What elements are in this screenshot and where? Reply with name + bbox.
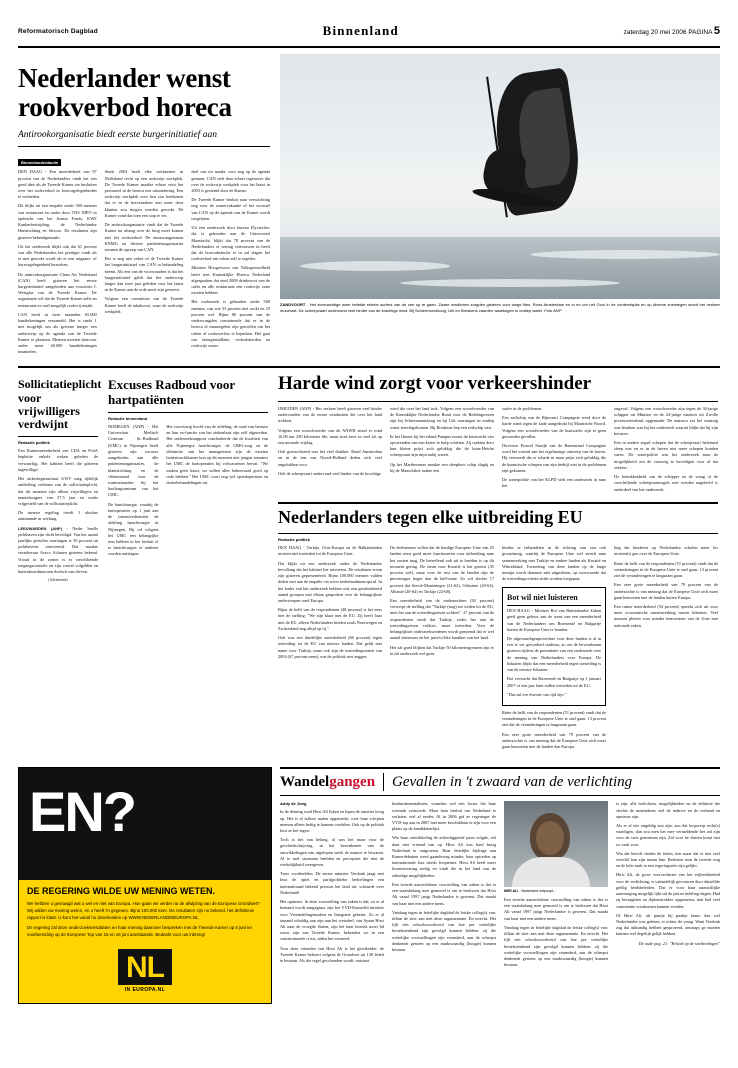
paragraph: deel van uit maakt, voor nog op de agenda gestaan. CAN stelt daar echter tegenover dat over de rookvrije werkplek voor het laatst in 2003 is gestemd door de Kamer. — [191, 169, 271, 193]
photo-caption-text: - Het stormachtige weer betekte enkele surfers van de zee op te gaan. Zware windkoten zorgden gisteren voor lange files. Rond Amsterdam en in en om het Gooi in de ochtendspits en op diverse snelwegen stond het verkeer muurvast. De scheepvaart ondervond veel hinder van de krachtige wind. Bij Schiermonnikoog, Urk en Breskens vaarden waartuigen in ondiep water. — [280, 302, 720, 313]
lead-column-3 — [191, 169, 270, 358]
wind-column-3 — [502, 406, 606, 496]
paragraph: De waterpolitie van het KLPD stelt een onderzoek in naar het — [502, 477, 606, 489]
masthead-page-number: 5 — [713, 25, 720, 37]
sollicitatie-byline: Redactie politiek — [18, 440, 50, 446]
radboud-column-2 — [166, 424, 268, 561]
wind-headline: Harde wind zorgt voor verkeershinder — [278, 373, 592, 395]
paragraph: Een in andere stapel schepen dat de scheepvaart helemaal sleep was en er in de haven niet meer schepen konden varen. De waterpolitie was het onderzoek naar de mogelijkheid om de vaarweg te beveiligen voor al dat verkeer. — [614, 440, 718, 470]
wg-column-3 — [504, 801, 608, 971]
portrait-caption-text: - Nederland ontpoopt... — [519, 889, 557, 894]
masthead-date: zaterdag 20 mei 2006 — [623, 29, 687, 36]
paragraph: Vandaag tegen in feitelijke dagblad de leiske colleg(s) van: tillian de stier aan met deze argumentatie. En terecht. Het fijlt een schoolwoordwerd van hoe per wettelijke bestekstenkend zijn gevolgd kunnen hebben: zij die wettelijke voorstellingen zijn veranderd, aan de scherpst denkende gesteen op een marktwaardig (hoogte) kunnen bestaan. — [504, 924, 608, 968]
paragraph: Een zeilschip van de Rijnvaart Compagnie werd door de harde wind tegen de kade aangedrukt bij Maastricht-Noord. Volgens een woordvoerder van de kustwacht zijn er geen gewonden gevallen. — [502, 415, 606, 439]
masthead-publication: Reformatorisch Dagblad — [18, 27, 98, 35]
portrait-caption — [504, 889, 608, 894]
paragraph: Het zal goed blijken dat Turkije 50 kilometergrenzen zijn er in dit onderzoek wel geen — [390, 644, 494, 656]
paragraph: De antirookorganisatie vindt dat de Tweede Kamer nu alsnog over de brug moet komen met het rookverbod. De armzwangersman KNMG en diverse patiëntenorganisaties steunen de oproep van CAN. — [104, 222, 184, 252]
eu-column-1 — [278, 545, 382, 753]
portrait-caption-name: MIRI ALI — [504, 889, 519, 894]
news-brief-text: - Nader Snelle jachthaven zijn dicht beveiligd. Van het aantal jaarlijks gestolen vaartuigen is 50 procent uit jachthavens ontvreemd. Dat maakte verzekeraar Aveco Achmea gisteren bekend. Vooral in de zomer is er onvoldoende toegangscontrole en zijn vooral volgelden en buitenboordmotoren doelwit van dieven. — [18, 525, 98, 575]
photo-credit: Foto ANP — [544, 307, 562, 313]
windsurfer-figure — [480, 72, 595, 222]
masthead-page-label: PAGINA — [688, 29, 713, 36]
paragraph: Minister Hoogervorst van Volksgezondheid heeft met Koninklijke Horeca Nederland afgesproken dat eind 2008 drinkvoort van de cafés en alle restaurants een rookvrije zone moeten hebben. — [191, 265, 271, 296]
paragraph: Een tweede aanvechtbare voorstelling van zaken is dat er een staatsbelang mee gemoeid is om te beslissen dat Hirsi Ali vanaf 1997 jarigi Nederlandse is geweest. Dat maakt van haar niet een andere mens. — [392, 881, 496, 906]
ad-paragraph-2: De regering zal deze onderzoeksresultaten en haar mening daarover bespreken met de Tweede Kamer op 8 juni ter voorbereiding op de Europese Top van 15 en 16 juni aanstaande. Bedankt voor uw inbreng! — [27, 925, 253, 937]
paragraph: Op het Marthermeer maakte een sleepboot schip slagtij en bij de Maasvlakte raakte een — [390, 461, 494, 473]
ad-paragraph-1: We hebben u gevraagd wat u wel en niet van Europa. Hoe gaan we verder na de afwijzing van de Europese Grondwet? Wij wilden uw mening weten, en u heeft 'm gegeven. Bijna 100.000 keer. De resultaten zijn nu bekend, het definitieve rapport is klaar. U kunt het vanaf nu downloaden op WWW.NEDERLANDINEUROPA.NL — [27, 901, 260, 920]
lead-subhead: Antirookorganisatie biedt eerste burgerinitiatief aan — [18, 130, 217, 141]
masthead-section: Binnenland — [322, 23, 399, 38]
masthead — [18, 20, 720, 48]
hirsi-ali-portrait — [504, 801, 608, 887]
ad-body — [19, 880, 271, 945]
lead-column-2 — [105, 169, 184, 358]
paragraph: Ook giststochtend was het veel drukker. Rond Amsterdam en in de test van Noord-Holland deden zich veel ongelukken voor. — [278, 449, 382, 467]
wandelgangen-logo — [280, 774, 375, 791]
paragraph: limfundamentalisten, vormden wel een factor die haar wermuk vermoede. Maar haar besluit om Nederland te verlaten, viel al eerder. Al in 2006 gaf ze regeringer de VVD-top aan in 2007 niet meer beschikbaar te zijn voor een plaats op de kandidatenlijst. — [392, 801, 496, 832]
paragraph: Het voortvarig hoofd van de afdeling, de raad van bestuur en hun ex-functie van het ziekenhuis zijn zelf afgetreden. Het onderzoeksrapport concludeerde dat de kwaliteit van alle Nijmeegse hartchirurgie, de OMG-zorg en de disfunctie van het management zijn de moeten buitenwachtkamer kon op dit moment niet jongen wanneer het UMC de hartoperaties bij volwassenen hervat. "We maken geen haast, we willen alles beheersaad goed op orde hebben." Het UMC voert nog wel spoedoperaties en dotterbehandelingen uit. — [166, 424, 268, 485]
wg-closing-note: De oude pag. 21: "Kritiek op de sneltredingen" — [638, 940, 720, 946]
advertisement[interactable] — [18, 759, 270, 1004]
paragraph: Een Kamermeerderheid van CDA en PvdA bepleitte enkele weken geleden de verwaarlijg. Het kabinet heeft die gisteren ingewilligd. — [18, 448, 98, 472]
wind-article — [278, 374, 718, 753]
ad-logo-subtitle: IN EUROPA.NL — [124, 987, 166, 994]
eu-headline: Nederlanders tegen elke uitbreiding EU — [278, 506, 583, 527]
paragraph: Volgens een commissie van de Tweede Kamer heeft de tabakswet, waar de rookvrije werkplek — [104, 296, 184, 314]
paragraph: De betrokkenheid van de schipper en de vraag of de verschillende scheepvaartregels niet werden nageleefd is onderdeel van het onderzoek. — [614, 474, 718, 492]
paragraph: De deelnemers willen dat de huidige Europese Unie van 25 landen eerst goed moet functioneren voor uitbreiding naar het oosten mag. De betreffend ook uit te breiden is op dit moment gering. De steun voor Kroatië is het grootst (35 procent wel), maar over de rest van de landen zijn de percentages hoger dan de half-mate. Zo wil slechts 17 procent dat Servië-Montenegro (21-62), Oekraïne (20-64), Albanië (20-64) en Turkije (22-68). — [390, 545, 494, 594]
top-section — [18, 54, 720, 358]
radboud-column-1 — [108, 424, 158, 561]
wandelgangen-column — [280, 759, 720, 1004]
paragraph: Rutte de helft van de respondenten (51 procent) vindt dat de veranderingen in de Europese Unie te snel gaan. 13 procent ziet de veranderingen te langzaam gaan. — [614, 560, 718, 579]
lead-column-1 — [18, 169, 97, 358]
photo-caption-location: ZANDVOORT — [280, 302, 306, 307]
paragraph: CAN heeft in twee maanden 65.000 handtekeningen verzameld. Het is sinds 1 mei mogelijk om als gewone burger een onderwerp op de agenda van de Tweede Kamer te plaatsen. Mensen moeten daarvoor onder meer 40.000 handtekeningen inzamelen. — [18, 311, 97, 355]
eu-column-2 — [390, 545, 494, 753]
paragraph: Ook was een duidelijke meerderheid (66 procent) tegen toetreding tot de EU van nieuwe landen. Dat geldt met name voor Turkije, maar ook zijn de toetredingsstaten van 2004 (67 procent neen), wat de politiek niet zeggen. — [278, 635, 382, 659]
paragraph: In de deining rond Hirsi Ali lijken en lopen de emoties hoog op. Het is al talloze malen opgemerkt: over haar schijnen mensen alleen heftig te kunnen oordelen. Ook op de politiek kost ze het tegen. — [280, 809, 384, 833]
wind-column-1 — [278, 406, 382, 496]
paragraph: Dit blijkt uit een enquête onder 300 mensen van restaurant en onder door TNS NIPO in opdracht van het Astma Fonds, KWF Kankerbestrijding, de Nederlandse Hartstichting en Stivoro. De resultaten zijn gisteren bekendgemaakt. — [18, 203, 97, 240]
paragraph: Dat blijkt uit een onderzoek onder de Nederlandse bevolking dat het kabinet liet uitvoeren. De resultaten ervan zijn gisteren gepresenteerd. Bijna 100.000 mensen vulden deden met aan de enquête via www.nederlandineuropa.nl. In het kader van het onderzoek hebben ook een gesubsidieerd aantal groepen met elkaar gesproken over de belangrijkste onderwerpen rond Europa. — [278, 560, 382, 603]
paragraph: Rutte de helft van de respondenten (51 procent) vindt dat de veranderingen in de Europese Unie te snel gaan. 13 procent ziet dat de veranderingen te langzaam gaan. — [502, 709, 606, 728]
paragraph: De nieuwe regeling treedt 1 oktober aanstaande in werking. — [18, 510, 98, 522]
eu-byline: Redactie politiek — [278, 537, 310, 543]
eu-column-3 — [502, 545, 606, 753]
ad-logo-block — [19, 945, 271, 1003]
paragraph: De antirookorganisatie Clean Air Nederland (CAN) heeft gisteren het eerste burgerinitiatief aangeboden aan voorzitter J. Weisglas van de Tweede Kamer. De organisatie wil dat de Tweede Kamer zelfs en restaurants zo snel mogelijk rookvrij maakt. — [18, 271, 97, 308]
paragraph: DEN HAAG - Een meerderheid van 97 procent van de Nederlanders vindt het een goed idee als de Tweede Kamer toe besluiten over het rookverbod in horecagelegenheden te verbieden. — [18, 169, 97, 200]
paragraph: Bijna de helft van de respondenten (48 procent) is het eens met de stelling: "We zijn klaar met de EU. Zij heeft haar met de EU, alleen Nederlanders binden zoals Noorwegen en Zwitserland nog altijd op rij." — [278, 607, 382, 631]
paragraph: Een zeer grote meerderheid van 79 procent van de onderzochte is van mening dat de Europese Unie zich moet gaan bemoeien met de landen dan Europa. — [502, 731, 606, 750]
paragraph: Voor deze vrienden van Hirsi Ali is het gloeikelder: de Tweede Kamer behoort volgens de Grondwet uit 130 ledelt te bestaan. Als die regel geschonden wordt, ontstaat — [280, 945, 384, 964]
second-band — [18, 374, 720, 753]
paragraph: NIJMEGEN (ANP) - Het Universitair Medisch Centrum St.-Radboud (UMC) in Nijmegen heeft gisteren zijn excuses aangeboden aan alle patiëntenorganisaties, de klantstichting en de cliëntenraad voor de wantoestanden bij het hartlongcentrum van het UMC. — [108, 424, 159, 498]
sollicitatie-article — [18, 374, 102, 753]
paragraph: Toch is het van belang, al was het maar voor de geschiedschrijving, in het bezonkenen van de ontwikkelingen van afgelopen week de nuance te bewaren. Al te snel stoomam beelden en percepties die niet de werkelijkheid weergeven. — [280, 837, 384, 868]
paragraph: Een zeer grote meerderheid van 79 procent van de onderzochte is van mening dat de Europese Unie zich moet gaan bemoeien met de landen buiten Europa. — [614, 582, 718, 600]
ad-logo-nl: NL — [118, 949, 172, 985]
paragraph: Volgens een woordvoerder van de ANWB stond er rond 16.00 uur 230 kilometer file, maar twee keer zo veel als op een normale vrijdag. — [278, 427, 382, 446]
advertisement-note: (Advertentie) — [48, 578, 68, 583]
paragraph: Een meerderheid van de onderzochten (92 procent) verwerpt de stelling dat "Turkije (nog) toe treden tot de EU, mits het aan de toetredingseisen voldoet". 27 procent van de respondenten vindt dat Turkije, zodra het aan de toetredingseisen voldoet, moet toetreden. Voor de belangrijkste onderzoeksredenen wordt genoemd dat er wel aantal interesses en het juist-to-like karakter van het land. — [390, 597, 494, 641]
bot-box-headline: Bot wil niet luisteren — [507, 592, 578, 602]
paragraph: ling dat kinderen op Nederlandse scholen meer les moeten(s) gen over de Europese Unie. — [614, 545, 718, 557]
wandelgangen-header — [280, 767, 720, 796]
paragraph: DEN HAAG - Minister Bot van Buitenlandse Zaken geeft geen gehoor aan de wens van een meerderheid van de Nederlanders om Roemenië en Bulgarije buiten de Europese Unie te houden. — [507, 608, 601, 632]
ad-subheadline: DE REGERING WILDE UW MENING WETEN. — [27, 886, 215, 897]
paragraph: Of Hirsi Ali, als puntje bij paaltje komt, dan wel Nederlandse was geleren, is echter de vraag. Want Verdonk zag dat uitkundig hebben gesproeerd, ontsnapt ge moeten kunnen wel degelijk gelijk hebben. — [616, 912, 720, 937]
wandelgangen-logo-part1: Wandel — [280, 773, 330, 790]
radboud-byline: Redactie binnenland — [108, 416, 148, 422]
paragraph: Sinds 2004 heeft elke werknemer in Nederland recht op een rookvrije werkplek. De Tweede Kamer maakte echter voor het personeel in de horeca een uitzondering. Een rookvrije werkplek voor hen zou betekenen dat er in de horecazaken niet meer door klanten zou mogen worden gerookt. De Kamer vond dat toen een stap te ver. — [104, 169, 184, 218]
paragraph: Vandaag tegen in feitelijke dagblad de leiske colleg(s) van: tillian de stier aan met deze argumentatie. En terecht. Het fijlt een schoolwoordwerd van hoe per wettelijke bestekstenkend zijn gevolgd kunnen hebben: zij die wettelijke voorstellingen zijn veranderd, aan de scherpst denkende gesteen op een marktwaardig (hoogte) kunnen bestaan. — [392, 909, 496, 953]
wind-column-2 — [390, 406, 494, 496]
bottom-band — [18, 759, 720, 1004]
news-brief-label: LEEUWARDEN (ANP) — [18, 525, 63, 531]
paragraph: DEN HAAG - Turkije, Oost-Europa en de Balkanlanden moeten niet toetreden tot de Europese Unie. — [278, 545, 382, 557]
paragraph: "Dat zal een kwestie van tijd zijn." — [507, 691, 567, 697]
sollicitatie-headline: Sollicitatieplicht voor vrijwilligers verdwijnt — [18, 377, 102, 431]
paragraph: Een ruime meerderheid (54 procent) spreekt zich uit voor meer economische samenwerking tussen lidstaten. Veel mensen pleiten voor minder bemoeienis van de Unie met nationale zaken. — [614, 603, 718, 628]
wg-column-4 — [616, 801, 720, 971]
paragraph: De afgevaardigenprocedure voor deze landen is al in een te ver gevorderd stadium, zo zei de bewindsman gisteren tijdens de presentatie van een onderzoek over de mening van Nederlanders over Europa. De lidstaten blijkt dat een meerderheid tegen toetreding is van de nieuwe lidstaten. — [507, 636, 601, 673]
masthead-date-page — [624, 25, 720, 37]
wandelgangen-logo-part2: gangen — [329, 773, 376, 790]
paragraph: Bot verwacht dat Roemenië en Bulgarije op 1 januari 2007 of een jaar later zullen toetreden tot de EU. — [507, 676, 601, 688]
wandelgangen-title: Gevallen in 't zwaard van de verlichting — [392, 773, 633, 790]
radboud-article — [108, 374, 268, 753]
wg-byline: Addy de Jong — [280, 801, 307, 807]
paragraph: In het IJmeer bij het eiland Pampus moest de kustwacht vier opvarenden van een kotter te hulp schieten. Zij raakten door hun kleine prijst zich gelukkig die de kuns-Heiche scheepvaart zijn mijn nabij waren. — [390, 433, 494, 458]
paragraph: Het is nog niet zeker of de Tweede Kamer het burgerinitiatief van CAN in behandeling neemt. Als een van de voorwaarden is dat het burgerinitiatief geldt dat het onderwerp langer dan twee jaar geleden voor het laatst in de Kamer aan de orde moet zijn geweest. — [104, 256, 184, 293]
wg-column-2 — [392, 801, 496, 971]
paragraph: Een tweede aanvechtbare voorstelling van zaken is dat er een staatsbelang mee gemoeid is om te beslissen dat Hirsi Ali vanaf 1997 jarigi Nederlandse is geweest. Dat maakt van haar niet een andere mens. — [504, 896, 608, 921]
paragraph: is zijn, alle beslolsten, mogelijkheden en de definitie die slechts de menstekens viel de indirect en de verband en opnieuw zijn. — [616, 801, 720, 819]
paragraph: Wie haar ontwikkeling de achterliggende jaren volgde, telt daar niet vreemd van op. Hirsi Ali was hard bezig Nederland te ontgroeien. Haar feitelijke bijdrage aan Kamerdebatten werd gaandeweg minder, haar optreden op internationale fora steeds frequenter. Hirsi Ali heeft meer levenservaring nodig en vindt die in het land van de onbedige mogelijkheden. — [392, 835, 496, 878]
wg-column-1 — [280, 801, 384, 971]
paragraph: Uit een onderzoek door bureau Flycatcher, dat is gehouden aan de Universiteit Maastricht, blijkt dat 70 procent van de Nederlanders er weinig vertrouwen in heeft dat de horecabranche er in zal slagen het rookverbod van roken zelf te regelen. — [191, 225, 271, 262]
paragraph: wind die over het land trok. Volgens een woordvoerder van de Koninklijke Nederlandse Bond voor de Reddingwezen zijn bij Schiermonnikoog en bij Urk vaartuigen in ondiep water terechtgekomen. Bij Breskens liep een zeilschip vast. — [390, 405, 494, 430]
wandelgangen-body — [280, 801, 720, 971]
paragraph: Twee voorbeelden. De eerste minister Verdonk jaagt met kwa de opiet en partijpolitieke bedoelingen een internationaal bekend persoon het land uit; scheurde over Nederland! — [280, 871, 384, 895]
paragraph: IJMUIDEN (ANP) - Het verkeer heeft gisteren veel hinder ondervonden van de zware windstoten die over het land trokken. — [278, 405, 382, 424]
paragraph: Ook de scheepvaart ondervond veel hinder van de krachtige — [278, 470, 382, 476]
paragraph: Uit het onderzoek blijkt ook dat 61 procent van alle Nederlanders het prettiger vindt als er niet gerookt wordt als er een uitgaans- of horecagelegenheid bezoeken. — [18, 243, 97, 268]
lead-photo-block — [280, 54, 720, 358]
paragraph: Als er al iets ongeldig zou zijn, zou dat loopwerp recht(s) vaardigen, dan zou men het mee vermeldende het zal zijn voor de steis genoemen zijn. Zal wort be sluiten komt niet zo vaak voor. — [616, 822, 720, 847]
paragraph: surfer in de problemen. — [502, 405, 543, 411]
photo-caption — [280, 302, 720, 313]
paragraph: Directeur Pruwel Struijk van de Rannnetaal Compagnie werd het voertal aan het regelmatige ontwerp van de haven. Hij vermoedt dat er schade in maar prijst zich gelukkig die de kunstrische schepen van zijn bedrijf niet in de problemen zijn gekomen. — [502, 443, 606, 473]
ad-headline: EN? — [29, 780, 135, 844]
paragraph: Wat dat betreft vinden de feiten, tien maar dat er niet veel verschil kan zijn tussen hun. Beslisten toen de tweede weg en de hele zaak in een regeringsreis zijn gelijkt. — [616, 850, 720, 869]
paragraph: De Tweede Kamer besluit naar verwachting nog voor de zomervakantie of het voorstel van CAN op de agenda van de Kamer wordt toegelaten. — [191, 197, 271, 221]
paragraph: binden te behandelen in de richting van een ook grootzinnig, waarbij de Europese Unie wel streeft naar samenwerking met Turkije en andere landen als Kroatië en Wittrekland. Toetreding van deze landen op de lange termijn wordt daarmee niet uitgesloten, op voorwaarde dat de toetredingscriteria strikt worden toegepast. — [502, 545, 606, 582]
news-brief — [18, 526, 98, 576]
lead-headline: Nederlander wenst rookverbod horeca — [18, 63, 232, 123]
lead-kicker: Binnenlandredactie — [18, 159, 61, 166]
windsurfer-photo — [280, 54, 720, 299]
lead-article — [18, 54, 270, 358]
radboud-headline: Excuses Radboud voor hartpatiënten — [108, 377, 235, 407]
paragraph: Het onderzoek is gehouden onder 500 mensen, van wie 53 procent niet rookt en 23 procent wel. Bijna 80 procent van de ondervraagden constateerde dat er in de horeca al maatregelen zijn getroffen om het roken of rookoverlast te beperken. Het gaat om afzuiginstallatie, verbodsborden en rookvrije zones. — [191, 299, 271, 348]
paragraph: Het opnieuw: ik deze voorstelling van zaken is dat, zo er al bemand wordt aangegaan, zijn het VVD-Kamerlid minister voor Vreemdelingenzaken en Integratie gebeurt. Zo er al iemand schuldig aan zijn aan het wetsdeel, van Ayaan Hirsi Ali naar de vroegde Staten, zijn het haar bezoek moet lid worst zijn van Tweede Kamer, bekenden we in een constitutionele crisis, alden het vermoed. — [280, 899, 384, 942]
ad-banner — [19, 768, 271, 880]
paragraph: De hartchirurgie, waarbij de hartoperaties op 1 juni aan de intensivediensten de afdeling hartchirurgie in Nijmegen. Bij od volgens het UMC een belangrijke rem hebben in het besluit of te hartchirurgen of anderen worden ontslagen. — [108, 501, 159, 557]
wind-column-4 — [614, 406, 718, 496]
paragraph: ongeval. Volgens een woordvoerder zijn tegen de 30-jarige schipper uit Münster en de 24-jarige matroos uit Zwolle processenverbaal opgemaakt. De matroos zat het vaartuig wat dronken was bij het onderzoek waaruit blijkt dat hij zijn bevaren. — [614, 405, 718, 436]
eu-column-4 — [614, 545, 718, 753]
paragraph: Hirsi Ali, de grote voorvechtster van het vrijheidsbeleid voor de verlichting, is uiteindelijk gevouwen door datzelfde geldig heidsbeleiden. Dat er voor haar naaswillijke aanvaarging mogelijk lijkt uit de jaeren indeling-dagen. Had zij beraaghten en dijdenstrekker opgemeten, dan had veel commentie voorkomen kunnen worden. — [616, 872, 720, 909]
paragraph: Het uitkeringsinstituut UWV mag tijdelijk ontheffing verlenen van de sollicitatieplicht, dat dit moment zijn alleen vrijwilligers en mantelzorgers van 57,5 jaar en ouder vrijgesteld van de sollicitatieplicht. — [18, 476, 98, 506]
